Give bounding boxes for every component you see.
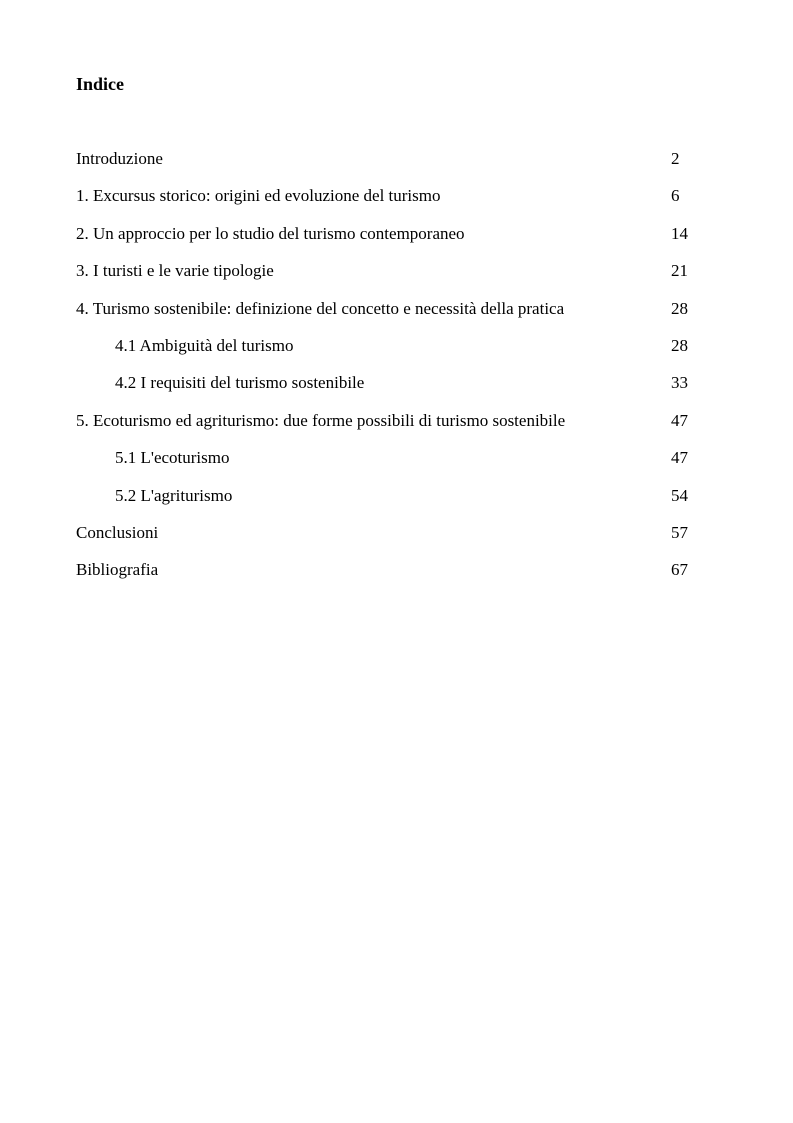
toc-entry-title: 5. Ecoturismo ed agriturismo: due forme possibili di turismo sostenibile bbox=[76, 410, 566, 430]
page-title: Indice bbox=[76, 74, 125, 94]
toc-entry-page: 21 bbox=[671, 261, 688, 281]
toc-entry[interactable] bbox=[76, 259, 716, 296]
toc-entry-page: 67 bbox=[671, 560, 688, 580]
toc-subentry[interactable] bbox=[76, 371, 716, 408]
toc-entry-title: 3. I turisti e le varie tipologie bbox=[76, 261, 274, 281]
toc-entry-title: 2. Un approccio per lo studio del turismo contemporaneo bbox=[76, 223, 465, 243]
toc-entry-page: 33 bbox=[671, 373, 688, 393]
toc-entry-title: 4. Turismo sostenibile: definizione del concetto e necessità della pratica bbox=[76, 298, 565, 318]
toc-subentry[interactable] bbox=[76, 334, 716, 371]
toc-entry-page: 6 bbox=[671, 186, 680, 206]
toc-entry-page: 28 bbox=[671, 298, 688, 318]
toc-entry-title: 4.1 Ambiguità del turismo bbox=[115, 335, 294, 355]
toc-entry[interactable] bbox=[76, 184, 716, 221]
toc-entry-title: 1. Excursus storico: origini ed evoluzione del turismo bbox=[76, 186, 441, 206]
toc-entry-title: 5.2 L'agriturismo bbox=[115, 485, 233, 505]
toc-entry-page: 14 bbox=[671, 223, 688, 243]
toc-entry[interactable] bbox=[76, 297, 716, 334]
toc-entry[interactable] bbox=[76, 558, 716, 595]
toc-entry[interactable] bbox=[76, 521, 716, 558]
toc-entry-page: 54 bbox=[671, 485, 688, 505]
toc-entry[interactable] bbox=[76, 409, 716, 446]
toc-entry-title: Introduzione bbox=[76, 149, 163, 168]
toc-entry[interactable] bbox=[76, 222, 716, 259]
toc-entry-page: 47 bbox=[671, 410, 688, 430]
toc-subentry[interactable] bbox=[76, 446, 716, 483]
toc-entry-title: 5.1 L'ecoturismo bbox=[115, 448, 230, 468]
toc-entry-title: Bibliografia bbox=[76, 560, 159, 580]
toc-subentry[interactable] bbox=[76, 484, 716, 521]
toc-entry-title: Conclusioni bbox=[76, 522, 159, 542]
toc-entry-page: 2 bbox=[671, 149, 680, 168]
toc-entry-page: 28 bbox=[671, 335, 688, 355]
toc-entry-page: 57 bbox=[671, 522, 688, 542]
toc-entry-title: 4.2 I requisiti del turismo sostenibile bbox=[115, 373, 365, 393]
toc-entry-page: 47 bbox=[671, 448, 688, 468]
toc-entry[interactable] bbox=[76, 147, 716, 184]
table-of-contents bbox=[76, 147, 716, 596]
